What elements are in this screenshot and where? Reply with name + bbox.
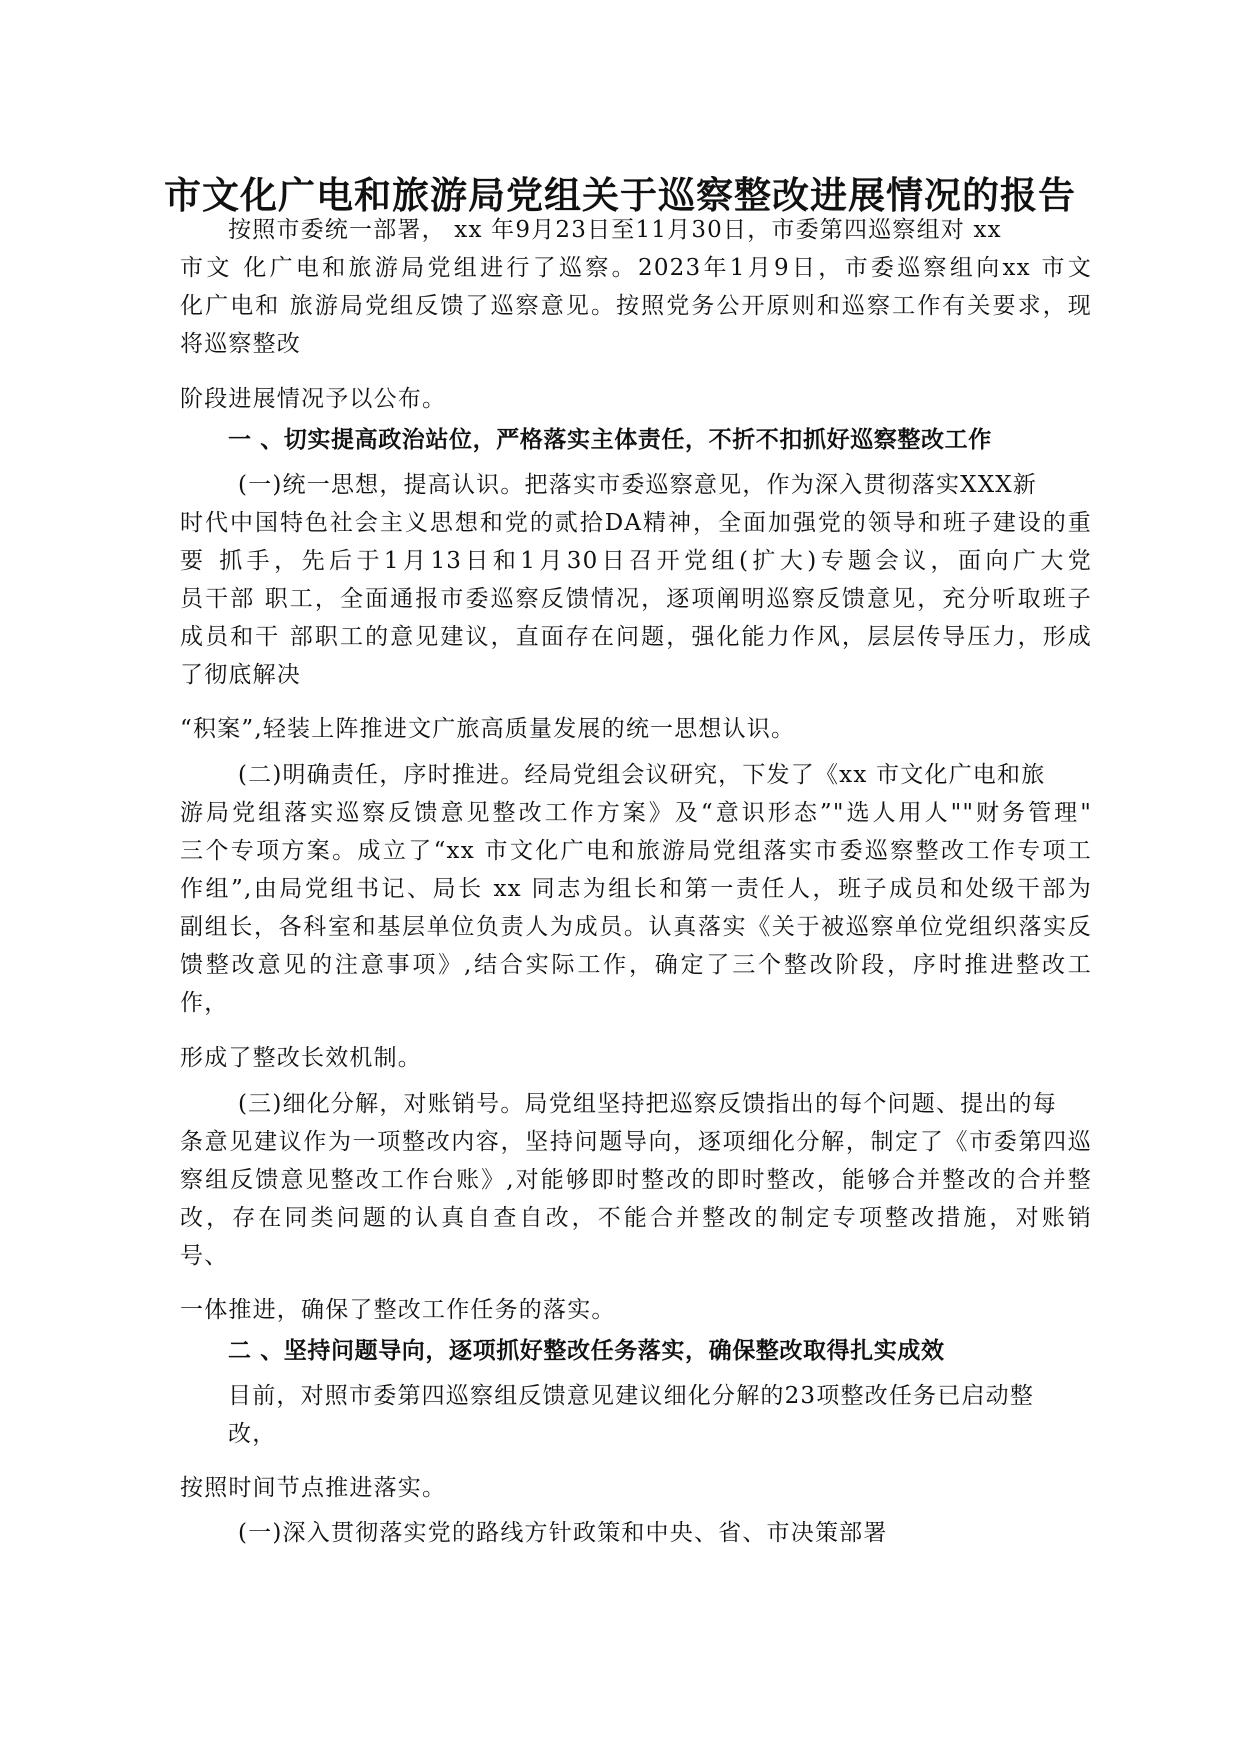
- body-line: 号、: [180, 1243, 229, 1269]
- body-line: 作组”,由局党组书记、局长 xx 同志为组长和第一责任人，班子成员和处级干部为: [180, 876, 1092, 902]
- body-line: 改，存在同类问题的认真自查自改，不能合并整改的制定专项整改措施，对账销: [180, 1205, 1092, 1231]
- body-line: 副组长，各科室和基层单位负责人为成员。认真落实《关于被巡察单位党组织落实反: [180, 914, 1092, 940]
- body-line: (一)深入贯彻落实党的路线方针政策和中央、省、市决策部署: [238, 1520, 888, 1546]
- body-line: 市文 化广电和旅游局党组进行了巡察。2023年1月9日，市委巡察组向xx 市文: [180, 255, 1092, 281]
- body-line: 了彻底解决: [180, 662, 301, 688]
- body-line: 形成了整改长效机制。: [180, 1045, 422, 1071]
- body-line: 三个专项方案。成立了“xx 市文化广电和旅游局党组落实市委巡察整改工作专项工: [180, 838, 1092, 864]
- body-line: 一体推进，确保了整改工作任务的落实。: [180, 1297, 616, 1323]
- body-line: 游局党组落实巡察反馈意见整改工作方案》及“意识形态”"选人用人""财务管理": [180, 800, 1092, 826]
- body-line: 作，: [180, 990, 229, 1016]
- body-line: 化广电和 旅游局党组反馈了巡察意见。按照党务公开原则和巡察工作有关要求，现: [180, 293, 1092, 319]
- section-heading-2: 二 、坚持问题导向，逐项抓好整改任务落实，确保整改取得扎实成效: [228, 1338, 945, 1364]
- body-line: 要 抓手，先后于1月13日和1月30日召开党组(扩大)专题会议，面向广大党: [180, 548, 1092, 574]
- body-line: (三)细化分解，对账销号。局党组坚持把巡察反馈指出的每个问题、提出的每: [238, 1091, 1057, 1117]
- body-line: 察组反馈意见整改工作台账》,对能够即时整改的即时整改，能够合并整改的合并整: [180, 1167, 1092, 1193]
- body-line: (二)明确责任，序时推进。经局党组会议研究，下发了《xx 市文化广电和旅: [238, 762, 1046, 788]
- body-line: “积案”,轻装上阵推进文广旅高质量发展的统一思想认识。: [180, 716, 796, 742]
- body-line: 时代中国特色社会主义思想和党的贰拾DA精神，全面加强党的领导和班子建设的重: [180, 510, 1092, 536]
- body-line: 阶段进展情况予以公布。: [180, 386, 447, 412]
- body-line: 按照市委统一部署， xx 年9月23日至11月30日，市委第四巡察组对 xx: [228, 217, 1002, 243]
- section-heading-1: 一 、切实提高政治站位，严格落实主体责任，不折不扣抓好巡察整改工作: [228, 427, 992, 453]
- body-line: 改，: [228, 1421, 277, 1447]
- body-line: (一)统一思想，提高认识。把落实市委巡察意见，作为深入贯彻落实XXX新: [238, 472, 1038, 498]
- body-line: 馈整改意见的注意事项》,结合实际工作，确定了三个整改阶段，序时推进整改工: [180, 952, 1092, 978]
- body-line: 将巡察整改: [180, 331, 301, 357]
- body-line: 成员和干 部职工的意见建议，直面存在问题，强化能力作风，层层传导压力，形成: [180, 624, 1092, 650]
- body-line: 员干部 职工，全面通报市委巡察反馈情况，逐项阐明巡察反馈意见，充分听取班子: [180, 586, 1092, 612]
- body-line: 目前，对照市委第四巡察组反馈意见建议细化分解的23项整改任务已启动整: [228, 1383, 1035, 1409]
- document-title: 市文化广电和旅游局党组关于巡察整改进展情况的报告: [164, 173, 1076, 217]
- body-line: 按照时间节点推进落实。: [180, 1475, 447, 1501]
- body-line: 条意见建议作为一项整改内容，坚持问题导向，逐项细化分解，制定了《市委第四巡: [180, 1129, 1092, 1155]
